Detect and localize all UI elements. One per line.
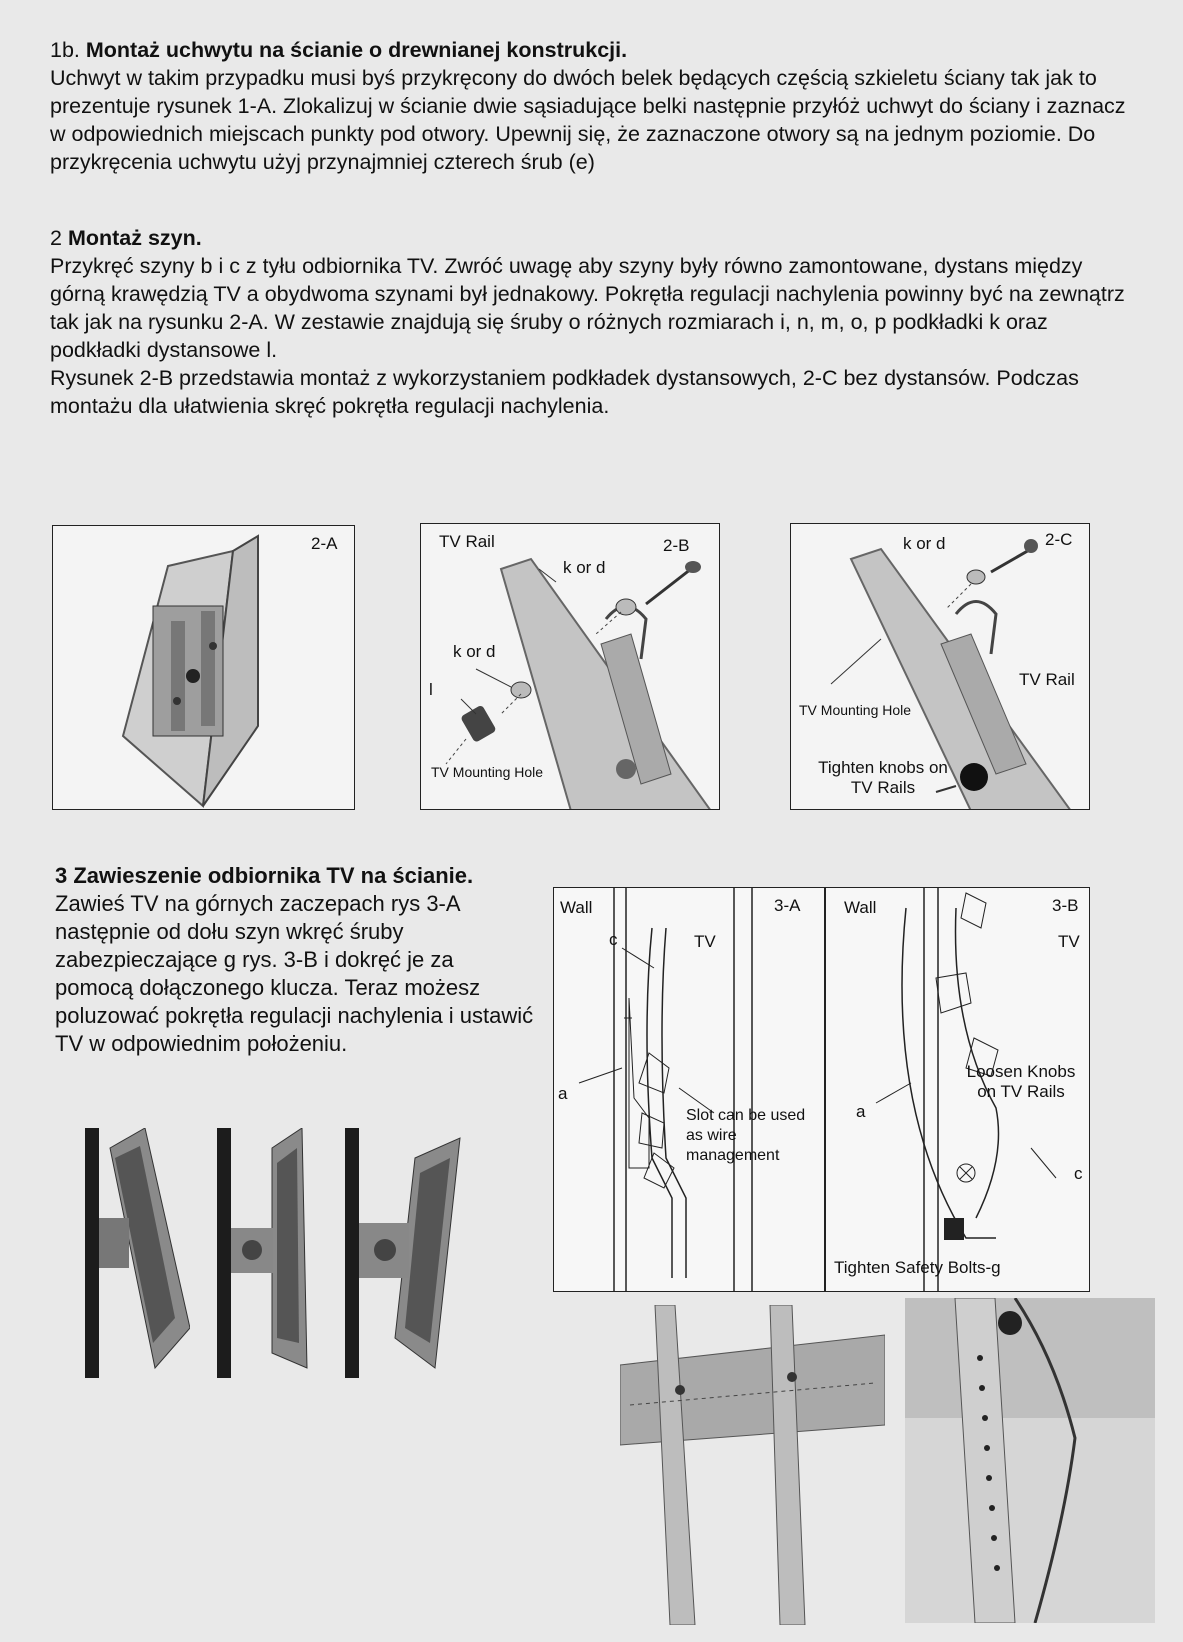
figure-3b-id: 3-B: [1052, 896, 1079, 915]
figure-2a-drawing: [53, 526, 355, 810]
section-3-heading: 3 Zawieszenie odbiornika TV na ścianie.: [55, 863, 474, 888]
figure-2b-k-or-d-mid: k or d: [453, 642, 496, 661]
figure-3b-c: c: [1074, 1164, 1083, 1183]
figure-2b-l: l: [429, 680, 433, 699]
figure-3a-slot: Slot can be used as wire management: [686, 1107, 806, 1164]
figure-3a-id: 3-A: [774, 896, 801, 915]
tilt-photo-2: [217, 1128, 317, 1378]
figure-3a-c: c: [609, 930, 618, 949]
figure-2c-k-or-d: k or d: [903, 534, 946, 553]
section-2-body: Przykręć szyny b i c z tyłu odbiornika TV. Zwróć uwagę aby szyny były równo zamontowane, dystans między górną krawędzią TV a obydwoma szynami był jednakowy. Pokrętła regulacji nachylenia powinny być na zewnątrz tak jak na rysunku 2-A. W zestawie znajdują się śruby o różnych rozmiarach i, n, m, o, p podkładki k oraz podkładki dystansowe l.: [50, 254, 1125, 362]
figure-2a-id: 2-A: [311, 534, 338, 553]
bracket-photo: [620, 1305, 885, 1625]
figure-3a-tv: TV: [694, 932, 716, 951]
section-1b-heading: Montaż uchwytu na ścianie o drewnianej konstrukcji.: [85, 38, 628, 62]
figure-3a: [553, 887, 825, 1292]
figure-3a-a: a: [558, 1084, 568, 1103]
section-2-heading: Montaż szyn.: [67, 226, 202, 250]
tilt-photo-1: [85, 1128, 190, 1378]
figure-3b: [825, 887, 1090, 1292]
figure-2b-tv-rail: TV Rail: [439, 532, 495, 551]
section-2-body-2: Rysunek 2-B przedstawia montaż z wykorzystaniem podkładek dystansowych, 2-C bez dystansów. Podczas montażu dla ułatwienia skręć pokrętła regulacji nachylenia.: [50, 366, 1079, 418]
figure-3b-a: a: [856, 1102, 866, 1121]
figure-3a-drawing: [554, 888, 825, 1292]
figure-2c-mounting-hole: TV Mounting Hole: [799, 702, 912, 718]
figure-2b-k-or-d-top: k or d: [563, 558, 606, 577]
figure-2b-id: 2-B: [663, 536, 690, 555]
section-1b: [50, 36, 1130, 176]
figure-3a-wall: Wall: [560, 898, 593, 917]
figure-2c-tighten: Tighten knobs on TV Rails: [818, 758, 948, 797]
tilt-photo-3: [345, 1128, 465, 1378]
figure-3b-wall: Wall: [844, 898, 877, 917]
figure-2b: [420, 523, 720, 810]
figure-2b-mounting-hole: TV Mounting Hole: [431, 764, 544, 780]
section-2-number: 2: [50, 226, 62, 250]
figure-3b-loosen: Loosen Knobs on TV Rails: [966, 1062, 1076, 1101]
section-1b-body: Uchwyt w takim przypadku musi byś przykręcony do dwóch belek będących częścią szkieletu ściany tak jak to prezentuje rysunek 1-A. Zlokalizuj w ścianie dwie sąsiadujące belki następnie przyłóż uchwyt do ściany i zaznacz w odpowiednich miejscach punkty pod otwory. Upewnij się, że zaznaczone otwory są na jednym poziomie. Do przykręcenia uchwytu użyj przynajmniej czterech śrub (e): [50, 66, 1126, 174]
figure-2c-tv-rail: TV Rail: [1019, 670, 1075, 689]
section-1b-number: 1b.: [50, 38, 80, 62]
section-3-body: Zawieś TV na górnych zaczepach rys 3-A następnie od dołu szyn wkręć śruby zabezpieczające g rys. 3-B i dokręć je za pomocą dołączonego klucza. Teraz możesz poluzować pokrętła regulacji nachylenia i ustawić TV w odpowiednim położeniu.: [55, 891, 534, 1056]
figure-3b-tighten: Tighten Safety Bolts-g: [834, 1258, 1001, 1277]
figure-2c-id: 2-C: [1045, 530, 1073, 549]
figure-2a: [52, 525, 355, 810]
figure-3b-tv: TV: [1058, 932, 1080, 951]
figure-2c: [790, 523, 1090, 810]
section-3: [55, 862, 535, 1058]
rail-detail-photo: [905, 1298, 1155, 1623]
section-2: [50, 224, 1130, 420]
